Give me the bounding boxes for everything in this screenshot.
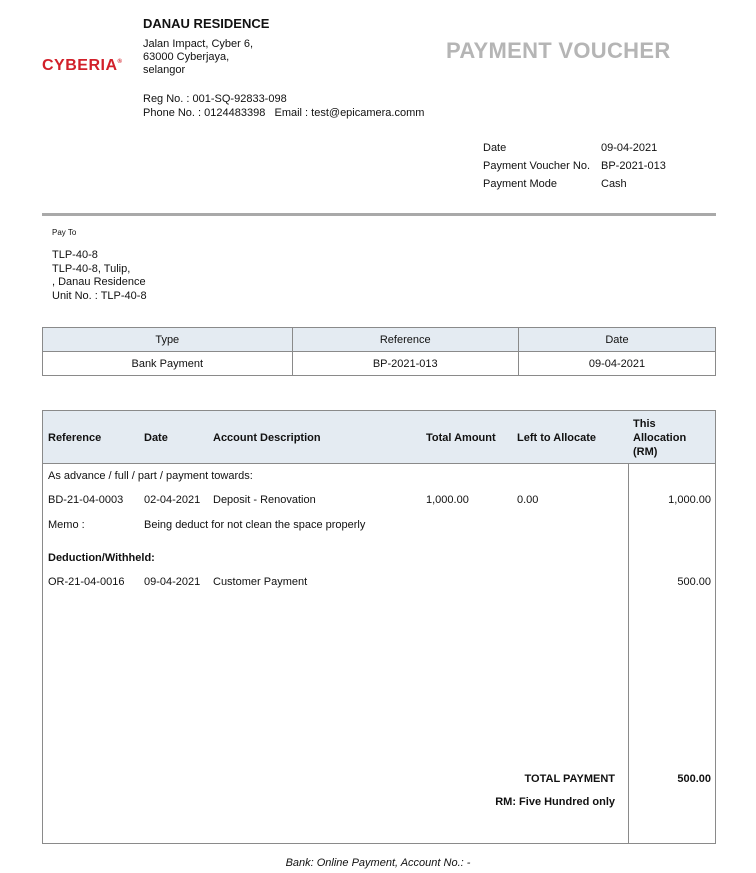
address-line: Jalan Impact, Cyber 6,: [143, 38, 254, 50]
pay-to-block: [52, 249, 147, 303]
deduction-date: 09-04-2021: [144, 576, 201, 588]
meta-date-value: 09-04-2021: [601, 142, 658, 154]
item-total-amount: 1,000.00: [426, 494, 469, 506]
address-line: selangor: [143, 64, 186, 76]
logo-text: CYBERIA: [42, 57, 118, 74]
col-allocation-line: This: [633, 418, 656, 430]
col-allocation: [633, 417, 686, 459]
col-total-amount: Total Amount: [426, 432, 496, 444]
memo-text: Being deduct for not clean the space properly: [144, 519, 366, 531]
item-date: 02-04-2021: [144, 494, 201, 506]
logo-registered-mark: ®: [117, 59, 123, 65]
company-logo: [42, 57, 122, 75]
summary-row: [43, 352, 716, 376]
meta-date-label: Date: [483, 142, 507, 154]
total-payment-label: TOTAL PAYMENT: [524, 773, 615, 785]
item-description: Deposit - Renovation: [213, 494, 316, 506]
meta-voucher-value: BP-2021-013: [601, 160, 666, 172]
deduction-reference: OR-21-04-0016: [48, 576, 125, 588]
bank-footer: Bank: Online Payment, Account No.: -: [285, 857, 471, 869]
address-line: 63000 Cyberjaya,: [143, 51, 230, 63]
pay-to-line: TLP-40-8: [52, 249, 98, 261]
pay-to-line: Unit No. : TLP-40-8: [52, 289, 147, 302]
summary-header-reference: Reference: [292, 328, 518, 352]
summary-date: 09-04-2021: [518, 352, 715, 376]
item-left-to-allocate: 0.00: [517, 494, 539, 506]
allocation-column-divider: [628, 463, 629, 843]
amount-in-words: RM: Five Hundred only: [495, 796, 615, 808]
document-title: PAYMENT VOUCHER: [446, 38, 671, 63]
pay-to-line: TLP-40-8, Tulip,: [52, 262, 131, 275]
pay-to-line: , Danau Residence: [52, 276, 146, 288]
summary-type: Bank Payment: [43, 352, 293, 376]
item-allocation: 1,000.00: [668, 494, 711, 506]
company-name: DANAU RESIDENCE: [143, 16, 270, 31]
summary-reference: BP-2021-013: [292, 352, 518, 376]
item-reference: BD-21-04-0003: [48, 494, 124, 506]
col-allocation-line: Allocation: [633, 432, 687, 444]
pay-to-heading: Pay To: [52, 228, 77, 237]
deduction-heading: Deduction/Withheld:: [48, 552, 155, 564]
company-contact: Phone No. : 0124483398 Email : test@epicamera.comm: [143, 107, 425, 119]
summary-header-date: Date: [518, 328, 715, 352]
col-reference: Reference: [48, 432, 102, 444]
company-address: [143, 38, 253, 77]
col-allocation-line: (RM): [633, 446, 658, 458]
deduction-description: Customer Payment: [213, 576, 308, 588]
details-intro: As advance / full / part / payment towards:: [48, 470, 253, 482]
total-payment-value: 500.00: [677, 773, 711, 785]
col-description: Account Description: [213, 432, 321, 444]
details-header: [43, 411, 715, 464]
header-divider: [42, 213, 716, 216]
meta-voucher-label: Payment Voucher No.: [483, 160, 591, 172]
meta-mode-value: Cash: [601, 178, 627, 190]
col-date: Date: [144, 432, 168, 444]
details-table: [42, 410, 716, 844]
meta-mode-label: Payment Mode: [483, 178, 557, 190]
deduction-allocation: 500.00: [677, 576, 711, 588]
summary-header-type: Type: [43, 328, 293, 352]
company-reg-no: Reg No. : 001-SQ-92833-098: [143, 93, 287, 105]
memo-label: Memo :: [48, 519, 85, 531]
summary-table: [42, 327, 716, 376]
col-left-to-allocate: Left to Allocate: [517, 432, 597, 444]
summary-header-row: [43, 328, 716, 352]
